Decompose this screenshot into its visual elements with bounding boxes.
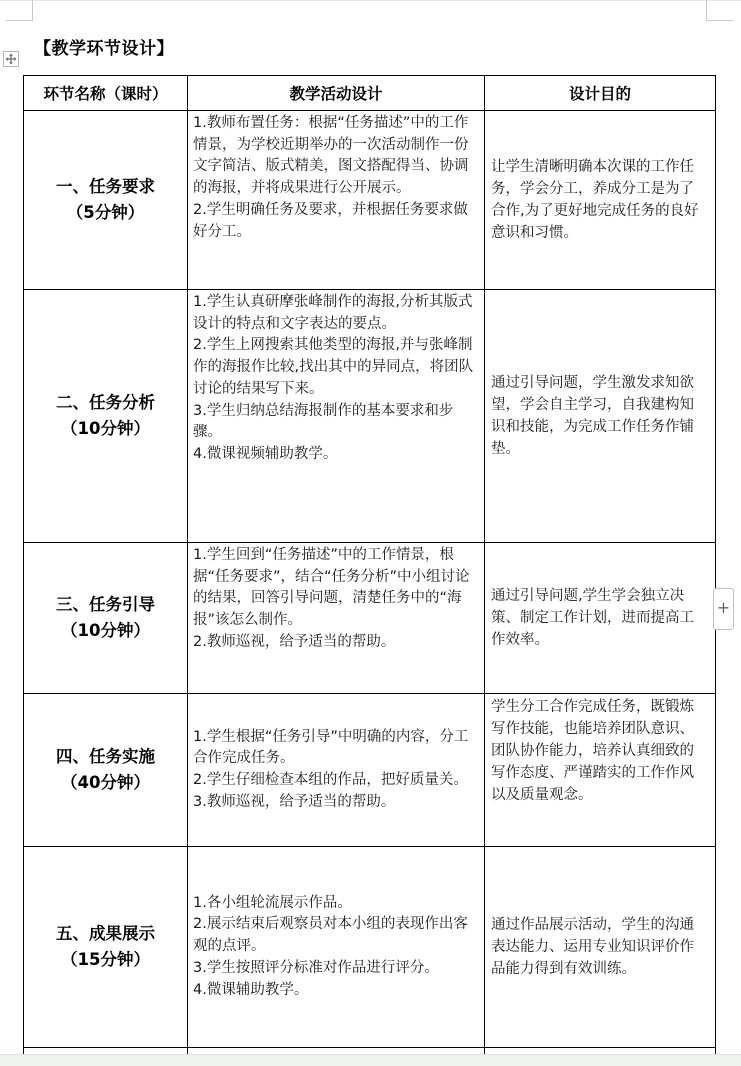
activity-item: 2.学生仔细检查本组的作品，把好质量关。: [193, 772, 468, 788]
table-row: [24, 694, 716, 847]
table-row: [24, 111, 716, 290]
activity-item: 1.教师布置任务：根据“任务描述”中的工作情景，为学校近期举办的一次活动制作一份文字简洁、版式精美，图文搭配得当、协调的海报，并将成果进行公开展示。: [193, 115, 469, 197]
margin-corner-mark-right: [706, 0, 733, 21]
activity-item: 3.教师巡视，给予适当的帮助。: [193, 793, 396, 810]
activity-item: 2.展示结束后观察员对本小组的表现作出客观的点评。: [193, 916, 468, 955]
purpose-cell[interactable]: [485, 847, 716, 1048]
stage-name: 三、任务引导: [56, 595, 155, 614]
stage-duration: （10分钟）: [61, 419, 150, 438]
stage-name: 二、任务分析: [56, 393, 155, 412]
purpose-cell[interactable]: [485, 290, 716, 543]
stage-duration: （5分钟）: [66, 203, 145, 222]
activity-item: 1.各小组轮流展示作品。: [193, 894, 352, 911]
header-activity-design: 教学活动设计: [188, 76, 485, 111]
status-bar: [0, 1054, 741, 1066]
table-move-handle[interactable]: [3, 51, 19, 67]
activity-item: 1.学生回到“任务描述”中的工作情景，根据“任务要求”，结合“任务分析”中小组讨论的结果，回答引导问题，清楚任务中的“海报”该怎么制作。: [193, 547, 470, 629]
stage-cell[interactable]: [24, 694, 188, 847]
activity-item: 3.学生归纳总结海报制作的基本要求和步骤。: [193, 402, 454, 441]
stage-name: 五、成果展示: [56, 924, 155, 943]
purpose-cell[interactable]: [485, 111, 716, 290]
table-header-row: [24, 76, 716, 111]
table-row: [24, 847, 716, 1048]
header-stage-name: 环节名称（课时）: [24, 76, 188, 111]
activity-item: 4.微课视频辅助教学。: [193, 445, 338, 462]
activity-item: 2.学生明确任务及要求，并根据任务要求做好分工。: [193, 201, 468, 240]
stage-duration: （40分钟）: [61, 773, 150, 792]
stage-name: 四、任务实施: [56, 747, 155, 766]
add-column-button[interactable]: [713, 588, 734, 630]
purpose-cell[interactable]: [485, 543, 716, 694]
purpose-text: 通过引导问题，学生激发求知欲望，学会自主学习，自我建构知识和技能，为完成工作任务作铺垫。: [491, 375, 694, 457]
section-title: 【教学环节设计】: [34, 39, 174, 59]
page-top-edge: [0, 0, 741, 1]
activity-item: 3.学生按照评分标准对作品进行评分。: [193, 959, 439, 976]
table-row: [24, 543, 716, 694]
stage-name: 一、任务要求: [56, 177, 155, 196]
activity-cell[interactable]: [188, 290, 485, 543]
activity-cell[interactable]: [188, 694, 485, 847]
purpose-text: 学生分工合作完成任务，既锻炼写作技能，也能培养团队意识、团队协作能力，培养认真细致的写作态度、严谨踏实的工作作风以及质量观念。: [491, 699, 694, 803]
activity-item: 4.微课辅助教学。: [193, 981, 309, 998]
purpose-text: 通过作品展示活动，学生的沟通表达能力、运用专业知识评价作品能力得到有效训练。: [491, 917, 694, 977]
stage-cell[interactable]: [24, 111, 188, 290]
purpose-cell[interactable]: [485, 694, 716, 847]
purpose-text: 通过引导问题,学生学会独立决策、制定工作计划，进而提高工作效率。: [491, 588, 694, 648]
stage-duration: （15分钟）: [61, 950, 150, 969]
activity-item: 1.学生认真研摩张峰制作的海报,分析其版式设计的特点和文字表达的要点。: [193, 294, 473, 332]
header-design-purpose: 设计目的: [485, 76, 716, 111]
activity-cell[interactable]: [188, 543, 485, 694]
activity-cell[interactable]: [188, 111, 485, 290]
stage-cell[interactable]: [24, 847, 188, 1048]
stage-duration: （10分钟）: [61, 621, 150, 640]
purpose-text: 让学生清晰明确本次课的工作任务，学会分工，养成分工是为了合作,为了更好地完成任务的良好意识和习惯。: [491, 159, 699, 241]
activity-item: 1.学生根据“任务引导”中明确的内容，分工合作完成任务。: [193, 728, 469, 767]
plus-icon: +: [716, 598, 731, 617]
activity-cell[interactable]: [188, 847, 485, 1048]
margin-corner-mark-left: [6, 0, 33, 21]
stage-cell[interactable]: [24, 543, 188, 694]
teaching-plan-table: [23, 75, 716, 1063]
activity-item: 2.教师巡视，给予适当的帮助。: [193, 633, 396, 650]
move-arrows-icon: [5, 53, 17, 65]
stage-cell[interactable]: [24, 290, 188, 543]
table-row: [24, 290, 716, 543]
activity-item: 2.学生上网搜索其他类型的海报,并与张峰制作的海报作比较,找出其中的异同点，将团队讨论的结果写下来。: [193, 337, 474, 397]
